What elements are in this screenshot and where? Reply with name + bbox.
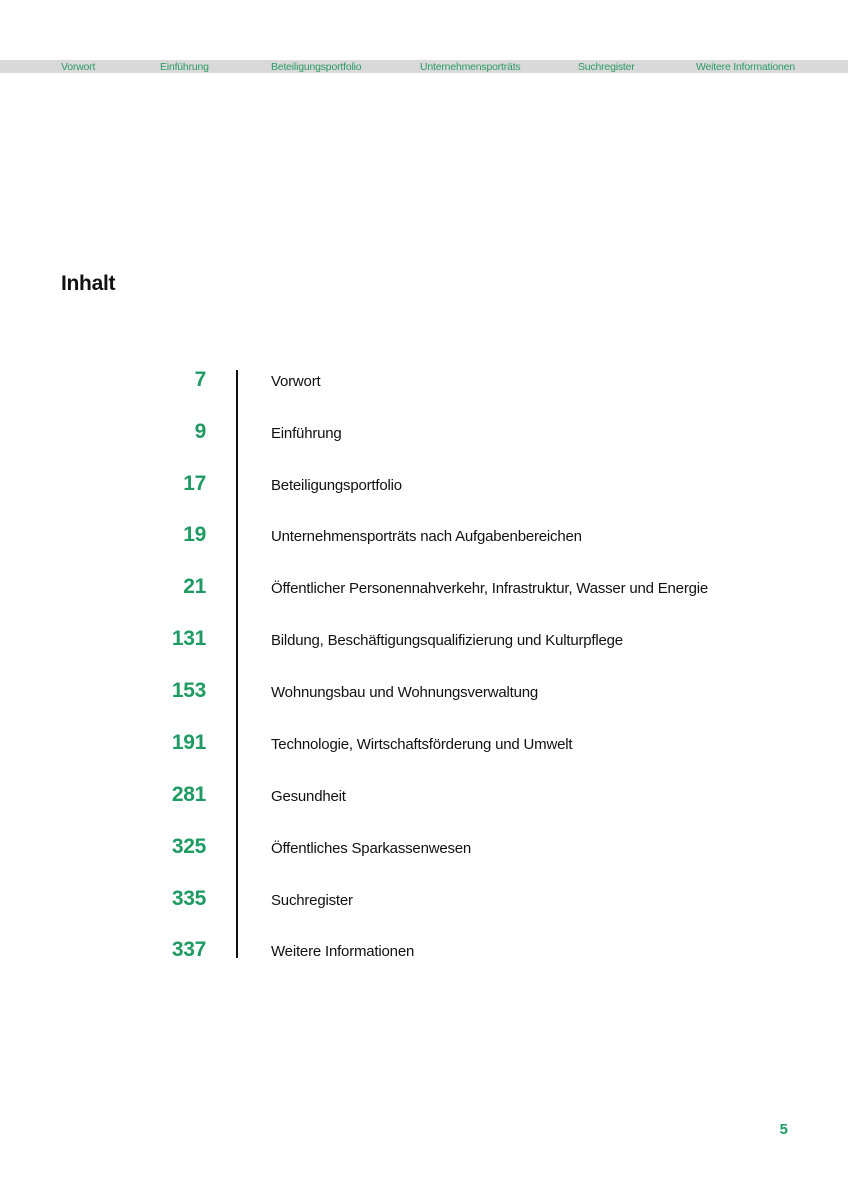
toc-entry-label: Weitere Informationen (271, 943, 415, 960)
toc-page-number: 21 (183, 575, 206, 598)
toc-page-number: 325 (171, 835, 206, 858)
toc-entry-label: Technologie, Wirtschaftsförderung und Umwelt (271, 736, 573, 753)
toc-entry-bildung[interactable] (0, 626, 848, 656)
toc-divider-line (236, 370, 238, 958)
toc-entry-label: Öffentlicher Personennahverkehr, Infrastruktur, Wasser und Energie (271, 580, 709, 597)
nav-link-suchregister[interactable]: Suchregister (578, 61, 635, 73)
toc-entry-label: Suchregister (271, 892, 353, 909)
toc-page-number: 153 (171, 679, 206, 702)
nav-link-einfuehrung[interactable]: Einführung (160, 61, 209, 73)
toc-page-number: 191 (171, 731, 206, 754)
toc-page-number: 337 (171, 938, 206, 961)
nav-link-weitere-informationen[interactable]: Weitere Informationen (696, 61, 795, 73)
toc-page-number: 9 (194, 420, 206, 443)
toc-entry-technologie[interactable] (0, 730, 848, 760)
toc-page-number: 131 (171, 627, 206, 650)
toc-entry-wohnungsbau[interactable] (0, 678, 848, 708)
toc-entry-gesundheit[interactable] (0, 782, 848, 812)
toc-entry-label: Öffentliches Sparkassenwesen (271, 840, 472, 857)
top-navigation-bar (0, 60, 848, 73)
page-number: 5 (779, 1121, 788, 1138)
toc-page-number: 17 (183, 472, 206, 495)
toc-entry-label: Gesundheit (271, 788, 346, 805)
toc-entry-label: Einführung (271, 425, 342, 442)
toc-entry-weitere-informationen[interactable] (0, 937, 848, 967)
nav-link-vorwort[interactable]: Vorwort (61, 61, 96, 73)
toc-page-number: 19 (183, 523, 206, 546)
toc-page-number: 335 (171, 887, 206, 910)
nav-link-beteiligungsportfolio[interactable]: Beteiligungsportfolio (271, 61, 362, 73)
toc-entry-unternehmensportraets[interactable] (0, 522, 848, 552)
toc-entry-suchregister[interactable] (0, 886, 848, 916)
toc-page-number: 281 (171, 783, 206, 806)
nav-link-unternehmensportraets[interactable]: Unternehmensporträts (420, 61, 521, 73)
toc-page-number: 7 (194, 368, 206, 391)
toc-entry-label: Bildung, Beschäftigungsqualifizierung und Kulturpflege (271, 632, 623, 649)
toc-entry-einfuehrung[interactable] (0, 419, 848, 449)
toc-entry-personennahverkehr[interactable] (0, 574, 848, 604)
page-title: Inhalt (61, 272, 116, 295)
toc-entry-label: Unternehmensporträts nach Aufgabenbereichen (271, 528, 582, 545)
toc-entry-sparkassenwesen[interactable] (0, 834, 848, 864)
toc-entry-label: Beteiligungsportfolio (271, 477, 402, 494)
toc-entry-label: Vorwort (271, 373, 321, 390)
toc-entry-label: Wohnungsbau und Wohnungsverwaltung (271, 684, 539, 701)
toc-entry-vorwort[interactable] (0, 367, 848, 397)
toc-entry-beteiligungsportfolio[interactable] (0, 471, 848, 501)
